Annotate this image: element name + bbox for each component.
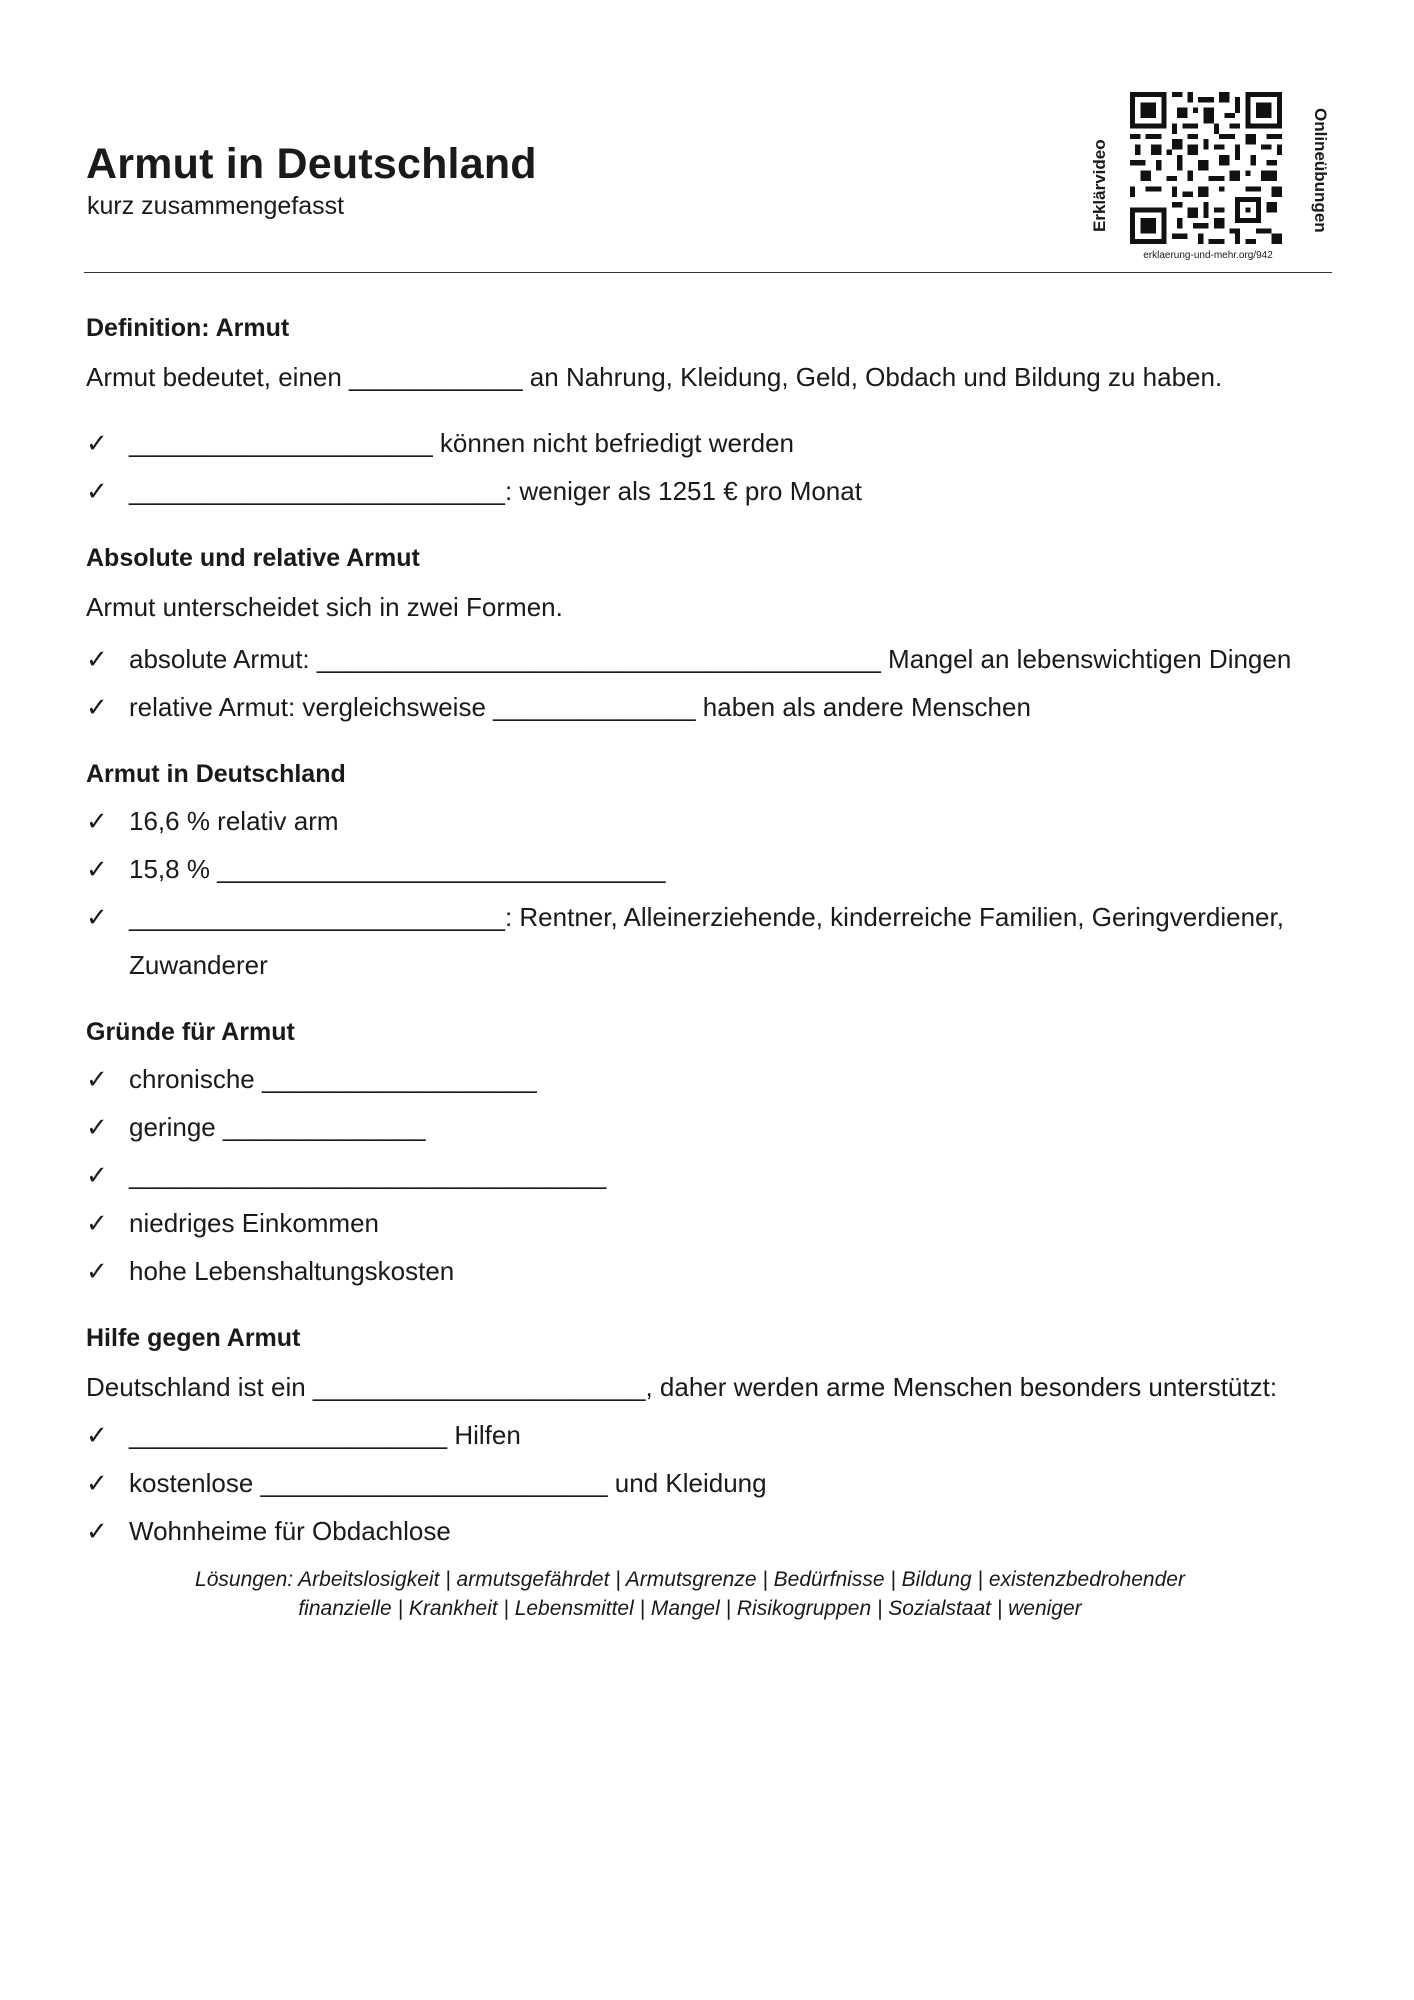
qr-label-video: Erklärvideo: [1090, 139, 1109, 232]
check-icon: ✓: [86, 1516, 108, 1546]
list-item: ✓ chronische ___________________: [86, 1064, 537, 1094]
solutions-line-1: Lösungen: Arbeitslosigkeit | armutsgefährdet | Armutsgrenze | Bedürfnisse | Bildung | existenzbedrohender: [195, 1568, 1185, 1591]
qr-label-exercises: Onlineübungen: [1311, 108, 1330, 233]
section-title-gruende: Gründe für Armut: [86, 1018, 295, 1046]
solutions-line-2: finanzielle | Krankheit | Lebensmittel | Mangel | Risikogruppen | Sozialstaat | weniger: [298, 1597, 1082, 1620]
list-item: ✓ geringe ______________: [86, 1112, 426, 1142]
check-icon: ✓: [86, 692, 108, 722]
list-item: ✓ 16,6 % relativ arm: [86, 806, 339, 836]
header-divider: [84, 272, 1332, 273]
qr-url: erklaerung-und-mehr.org/942: [1143, 250, 1273, 261]
section-title-armut-deutschland: Armut in Deutschland: [86, 760, 346, 788]
list-item-continuation: Zuwanderer: [129, 950, 268, 980]
definition-intro: Armut bedeutet, einen ____________ an Nahrung, Kleidung, Geld, Obdach und Bildung zu haben.: [86, 362, 1223, 392]
section-title-definition: Definition: Armut: [86, 314, 290, 342]
check-icon: ✓: [86, 1256, 108, 1286]
hilfe-intro: Deutschland ist ein _______________________, daher werden arme Menschen besonders unterstützt:: [86, 1372, 1278, 1402]
check-icon: ✓: [86, 854, 108, 884]
check-icon: ✓: [86, 644, 108, 674]
list-item: ✓ __________________________: weniger als 1251 € pro Monat: [86, 476, 862, 506]
page-title: Armut in Deutschland: [86, 140, 537, 188]
check-icon: ✓: [86, 428, 108, 458]
check-icon: ✓: [86, 1064, 108, 1094]
list-item: ✓ relative Armut: vergleichsweise ______________ haben als andere Menschen: [86, 692, 1031, 722]
section-title-absolute-relative: Absolute und relative Armut: [86, 544, 420, 572]
list-item: ✓ niedriges Einkommen: [86, 1208, 380, 1238]
qr-code-icon[interactable]: [1130, 92, 1282, 244]
check-icon: ✓: [86, 1112, 108, 1142]
list-item: ✓ ______________________ Hilfen: [86, 1420, 521, 1450]
list-item: ✓ 15,8 % _______________________________: [86, 854, 666, 884]
check-icon: ✓: [86, 1468, 108, 1498]
absolute-relative-intro: Armut unterscheidet sich in zwei Formen.: [86, 592, 563, 622]
check-icon: ✓: [86, 1208, 108, 1238]
check-icon: ✓: [86, 1160, 108, 1190]
list-item: ✓ absolute Armut: _______________________________________ Mangel an lebenswichtigen Dingen: [86, 644, 1292, 674]
page-subtitle: kurz zusammengefasst: [87, 192, 345, 220]
list-item: ✓ kostenlose ________________________ und Kleidung: [86, 1468, 767, 1498]
check-icon: ✓: [86, 806, 108, 836]
check-icon: ✓: [86, 902, 108, 932]
check-icon: ✓: [86, 1420, 108, 1450]
list-item: ✓ _________________________________: [86, 1160, 607, 1190]
solutions-box: [100, 1565, 1280, 1623]
section-title-hilfe: Hilfe gegen Armut: [86, 1324, 301, 1352]
list-item: ✓ _____________________ können nicht befriedigt werden: [86, 428, 795, 458]
check-icon: ✓: [86, 476, 108, 506]
list-item: ✓ __________________________: Rentner, Alleinerziehende, kinderreiche Familien, Geringverdiener,: [86, 902, 1284, 932]
list-item: ✓ hohe Lebenshaltungskosten: [86, 1256, 455, 1286]
list-item: ✓ Wohnheime für Obdachlose: [86, 1516, 451, 1546]
